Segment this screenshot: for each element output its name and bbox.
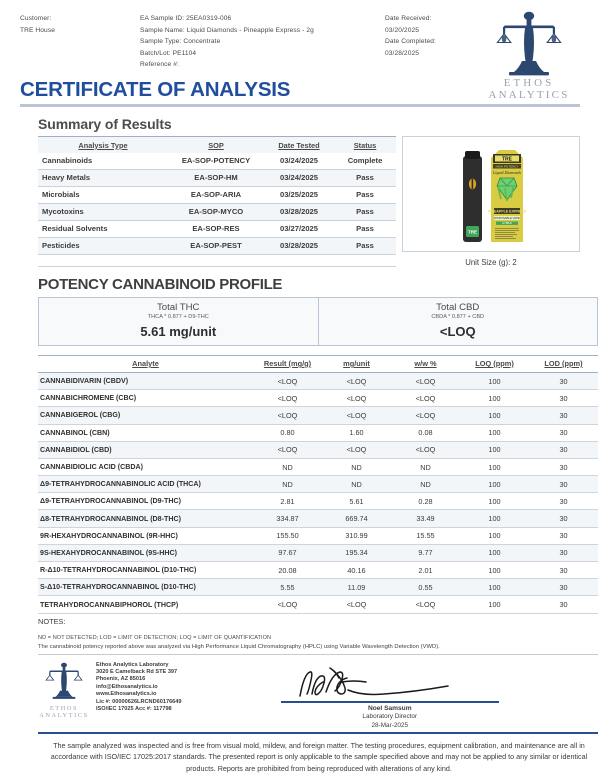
svg-text:Liquid Diamonds: Liquid Diamonds (493, 169, 521, 175)
table-row (38, 220, 396, 237)
cell-lod: 30 (529, 562, 598, 579)
cell-ww-percent: <LOQ (391, 390, 460, 407)
cell-mg-unit: <LOQ (322, 372, 391, 389)
cell-sop: EA-SOP-PEST (168, 237, 264, 254)
cell-mg-unit: 310.99 (322, 527, 391, 544)
signature-block (182, 662, 598, 729)
cell-ww-percent: ND (391, 476, 460, 493)
analyte-col-loq: LOQ (ppm) (460, 355, 529, 372)
signer-date: 28-Mar-2025 (371, 721, 409, 729)
table-row (38, 441, 598, 458)
table-row (38, 372, 598, 389)
cell-loq: 100 (460, 493, 529, 510)
cell-mg-unit: <LOQ (322, 407, 391, 424)
cell-mg-unit: <LOQ (322, 596, 391, 613)
reference-number: Reference #: (140, 61, 179, 69)
cell-result: <LOQ (253, 372, 322, 389)
summary-col-date-tested: Date Tested (264, 136, 334, 153)
cell-date: 03/25/2025 (264, 186, 334, 203)
cell-result: 2.81 (253, 493, 322, 510)
cell-analyte-name: CANNABIDIVARIN (CBDV) (38, 372, 253, 389)
svg-text:DISPOSABLE VAPE: DISPOSABLE VAPE (494, 216, 520, 221)
date-received-label: Date Received: (385, 15, 432, 22)
cell-analyte-name: Δ9-TETRAHYDROCANNABINOLIC ACID (THCA) (38, 476, 253, 493)
notes-label: NOTES: (38, 616, 66, 626)
product-image-box (402, 136, 580, 252)
status-badge: Pass (334, 237, 396, 254)
scales-of-justice-icon (43, 662, 85, 700)
brand-logo-area (485, 13, 580, 101)
cell-loq: 100 (460, 544, 529, 561)
table-row (38, 562, 598, 579)
potency-heading: POTENCY CANNABINOID PROFILE (38, 275, 283, 293)
notes-method: The cannabinoid potency reported above was analyzed via High Performance Liquid Chromatography (HPLC) using Variable Wavelength Detection (VWD). (38, 643, 440, 650)
cell-result: 97.67 (253, 544, 322, 561)
cell-ww-percent: 9.77 (391, 544, 460, 561)
summary-col-status: Status (334, 136, 396, 153)
cell-result: ND (253, 476, 322, 493)
lab-iso-accreditation: ISO/IEC 17025 Acc #: 117798 (96, 706, 172, 713)
cell-loq: 100 (460, 407, 529, 424)
total-thc-formula: THCA * 0.877 + D9-THC (147, 313, 209, 320)
cell-result: 5.55 (253, 579, 322, 596)
cell-analyte-name: 9R-HEXAHYDROCANNABINOL (9R-HHC) (38, 527, 253, 544)
summary-heading: Summary of Results (38, 115, 172, 132)
svg-text:HYBRID: HYBRID (502, 222, 512, 226)
page-title: CERTIFICATE OF ANALYSIS (20, 77, 291, 101)
disclaimer-text: The sample analyzed was inspected and is free from visual mold, mildew, and foreign matter. The testing procedures, equipment calibration, and maintenance are all in accordance with ISO/IEC 17025:2017 standards. The presented report is only applicable to the sample specified above and may not be applied to any similar or identical products. Reports are prohibited from being reproduced with alterations of any kind. (50, 740, 588, 773)
cell-ww-percent: 2.01 (391, 562, 460, 579)
cell-mg-unit: 40.16 (322, 562, 391, 579)
cell-loq: 100 (460, 424, 529, 441)
cell-analyte-name: TETRAHYDROCANNABIPHOROL (THCP) (38, 596, 253, 613)
dates-block (385, 13, 485, 71)
summary-col-sop: SOP (168, 136, 264, 153)
table-row (38, 237, 396, 254)
cell-sop: EA-SOP-HM (168, 169, 264, 186)
status-badge: Pass (334, 169, 396, 186)
cell-analyte-name: CANNABIGEROL (CBG) (38, 407, 253, 424)
summary-col-analysis-type: Analysis Type (38, 136, 168, 153)
cell-lod: 30 (529, 441, 598, 458)
cell-ww-percent: <LOQ (391, 596, 460, 613)
cell-date: 03/27/2025 (264, 220, 334, 237)
logo-text-analytics: ANALYTICS (488, 89, 570, 101)
cell-lod: 30 (529, 390, 598, 407)
status-badge: Pass (334, 220, 396, 237)
cell-result: <LOQ (253, 596, 322, 613)
product-photo (443, 142, 539, 246)
ethos-logo (480, 11, 578, 101)
lab-address-block (96, 662, 182, 729)
cell-mg-unit: 5.61 (322, 493, 391, 510)
cell-lod: 30 (529, 510, 598, 527)
cell-mg-unit: ND (322, 476, 391, 493)
cell-analyte-name: 9S-HEXAHYDROCANNABINOL (9S-HHC) (38, 544, 253, 561)
cell-ww-percent: 0.55 (391, 579, 460, 596)
table-row (38, 424, 598, 441)
date-completed-label: Date Completed: (385, 38, 436, 46)
table-row (38, 203, 396, 220)
unit-size-label: Unit Size (g): 2 (465, 257, 517, 267)
cell-result: 0.80 (253, 424, 322, 441)
table-row (38, 527, 598, 544)
cell-analyte-name: CANNABINOL (CBN) (38, 424, 253, 441)
cell-analysis-type: Residual Solvents (38, 220, 168, 237)
analyte-header-row (38, 355, 598, 372)
cell-analyte-name: CANNABICHROMENE (CBC) (38, 390, 253, 407)
cell-lod: 30 (529, 527, 598, 544)
cell-ww-percent: 0.28 (391, 493, 460, 510)
analyte-col-name: Analyte (38, 355, 253, 372)
analyte-col-mgunit: mg/unit (322, 355, 391, 372)
cell-loq: 100 (460, 441, 529, 458)
summary-section (20, 136, 580, 267)
cell-loq: 100 (460, 527, 529, 544)
cell-analysis-type: Microbials (38, 186, 168, 203)
total-cbd-formula: CBDA * 0.877 + CBD (431, 313, 485, 320)
cell-ww-percent: 33.49 (391, 510, 460, 527)
sample-id: EA Sample ID: 25EA0319-006 (140, 15, 232, 22)
cell-ww-percent: ND (391, 458, 460, 475)
cell-lod: 30 (529, 407, 598, 424)
cell-result: ND (253, 458, 322, 475)
cell-result: 334.87 (253, 510, 322, 527)
svg-text:HIGH POTENCY: HIGH POTENCY (495, 164, 519, 169)
cell-analysis-type: Mycotoxins (38, 203, 168, 220)
notes-divider (38, 654, 598, 655)
table-row (38, 153, 396, 169)
cell-sop: EA-SOP-POTENCY (168, 153, 264, 169)
cell-date: 03/24/2025 (264, 169, 334, 186)
cell-analyte-name: CANNABIDIOL (CBD) (38, 441, 253, 458)
cell-mg-unit: <LOQ (322, 390, 391, 407)
sample-block (140, 13, 385, 71)
total-cbd-label: Total CBD (436, 301, 480, 313)
table-row (38, 579, 598, 596)
cell-lod: 30 (529, 544, 598, 561)
cell-mg-unit: ND (322, 458, 391, 475)
total-cbd-value: <LOQ (439, 323, 476, 339)
footer-logo (38, 662, 90, 729)
batch-lot: Batch/Lot: PE1104 (140, 49, 197, 57)
footer-logo-ethos: ETHOS (49, 704, 79, 712)
svg-text:TRE: TRE (502, 156, 512, 163)
cell-analyte-name: R-Δ10-TETRAHYDROCANNABINOL (D10-THC) (38, 562, 253, 579)
lab-website[interactable]: www.Ethosanalytics.io (96, 691, 157, 698)
scales-of-justice-icon (492, 11, 566, 77)
cell-result: <LOQ (253, 390, 322, 407)
cell-analysis-type: Pesticides (38, 237, 168, 254)
status-badge: Pass (334, 203, 396, 220)
lab-email[interactable]: info@Ethosanalytics.io (96, 683, 158, 690)
cell-mg-unit: 195.34 (322, 544, 391, 561)
cell-lod: 30 (529, 596, 598, 613)
lab-license: Lic #: 00000626LRCND60176649 (96, 698, 182, 705)
table-row (38, 169, 396, 186)
totals-panel (38, 297, 598, 346)
cell-date: 03/28/2025 (264, 237, 334, 254)
cell-ww-percent: 15.55 (391, 527, 460, 544)
cell-lod: 30 (529, 493, 598, 510)
cell-analyte-name: CANNABIDIOLIC ACID (CBDA) (38, 458, 253, 475)
signature-icon (290, 666, 490, 700)
table-row (38, 544, 598, 561)
cell-ww-percent: <LOQ (391, 441, 460, 458)
table-row (38, 390, 598, 407)
footer-divider (38, 732, 598, 734)
cell-result: 155.50 (253, 527, 322, 544)
cell-sop: EA-SOP-MYCO (168, 203, 264, 220)
total-thc-label: Total THC (157, 301, 200, 313)
cell-analysis-type: Heavy Metals (38, 169, 168, 186)
cell-loq: 100 (460, 596, 529, 613)
analyte-body (38, 372, 598, 613)
cell-loq: 100 (460, 476, 529, 493)
summary-header-row (38, 136, 396, 153)
notes-abbreviations: ND = NOT DETECTED; LOD = LIMIT OF DETECTION; LOQ = LIMIT OF QUANTIFICATION (38, 634, 272, 641)
table-row (38, 493, 598, 510)
customer-name: TRE House (20, 26, 55, 34)
document-footer (38, 662, 598, 729)
total-thc-box (39, 298, 319, 345)
status-badge: Pass (334, 186, 396, 203)
table-row (38, 510, 598, 527)
signer-role: Laboratory Director (362, 713, 418, 721)
cell-sop: EA-SOP-ARIA (168, 186, 264, 203)
table-row (38, 596, 598, 613)
signature-rule (281, 701, 499, 703)
status-badge: Complete (334, 153, 396, 169)
cell-ww-percent: 0.08 (391, 424, 460, 441)
analyte-col-lod: LOD (ppm) (529, 355, 598, 372)
logo-text-ethos: ETHOS (503, 77, 555, 89)
cell-lod: 30 (529, 458, 598, 475)
cell-lod: 30 (529, 372, 598, 389)
cell-ww-percent: <LOQ (391, 407, 460, 424)
cell-analyte-name: S-Δ10-TETRAHYDROCANNABINOL (D10-THC) (38, 579, 253, 596)
analyte-col-ww: w/w % (391, 355, 460, 372)
cell-date: 03/24/2025 (264, 153, 334, 169)
svg-text:PINEAPPLE EXPRESS: PINEAPPLE EXPRESS (487, 209, 527, 214)
customer-label: Customer: (20, 15, 52, 22)
cell-lod: 30 (529, 424, 598, 441)
footer-logo-analytics: ANALYTICS (39, 711, 89, 719)
analyte-table (38, 355, 598, 614)
cell-ww-percent: <LOQ (391, 372, 460, 389)
summary-body (38, 153, 396, 267)
sample-type: Sample Type: Concentrate (140, 38, 221, 46)
table-row (38, 458, 598, 475)
total-thc-value: 5.61 mg/unit (140, 323, 217, 339)
table-row (38, 186, 396, 203)
cell-analysis-type: Cannabinoids (38, 153, 168, 169)
table-row (38, 407, 598, 424)
cell-analyte-name: Δ8-TETRAHYDROCANNABINOL (D8-THC) (38, 510, 253, 527)
title-divider (20, 104, 580, 107)
cell-result: 20.08 (253, 562, 322, 579)
date-completed-value: 03/28/2025 (385, 49, 420, 57)
cell-mg-unit: 1.60 (322, 424, 391, 441)
cell-mg-unit: <LOQ (322, 441, 391, 458)
summary-table (38, 136, 396, 267)
table-row (38, 476, 598, 493)
cell-date: 03/28/2025 (264, 203, 334, 220)
cell-mg-unit: 11.09 (322, 579, 391, 596)
analyte-col-result: Result (mg/g) (253, 355, 322, 372)
cell-lod: 30 (529, 579, 598, 596)
total-cbd-box (319, 298, 598, 345)
signer-name: Noel Samsum (367, 704, 412, 712)
cell-sop: EA-SOP-RES (168, 220, 264, 237)
lab-name: Ethos Analytics Laboratory (96, 661, 169, 668)
cell-loq: 100 (460, 458, 529, 475)
cell-loq: 100 (460, 562, 529, 579)
cell-result: <LOQ (253, 407, 322, 424)
cell-loq: 100 (460, 579, 529, 596)
lab-address-line1: 3020 E Camelback Rd STE 397 (96, 669, 178, 675)
cell-lod: 30 (529, 476, 598, 493)
svg-text:TRE: TRE (467, 229, 478, 235)
cell-loq: 100 (460, 390, 529, 407)
date-received-value: 03/20/2025 (385, 26, 420, 34)
sample-name: Sample Name: Liquid Diamonds - Pineapple Express - 2g (140, 26, 314, 34)
cell-analyte-name: Δ9-TETRAHYDROCANNABINOL (D9-THC) (38, 493, 253, 510)
customer-block (20, 13, 140, 71)
cell-loq: 100 (460, 372, 529, 389)
cell-mg-unit: 669.74 (322, 510, 391, 527)
lab-address-line2: Phoenix, AZ 85016 (96, 676, 146, 683)
cell-result: <LOQ (253, 441, 322, 458)
cell-loq: 100 (460, 510, 529, 527)
summary-spacer-row (38, 254, 396, 266)
